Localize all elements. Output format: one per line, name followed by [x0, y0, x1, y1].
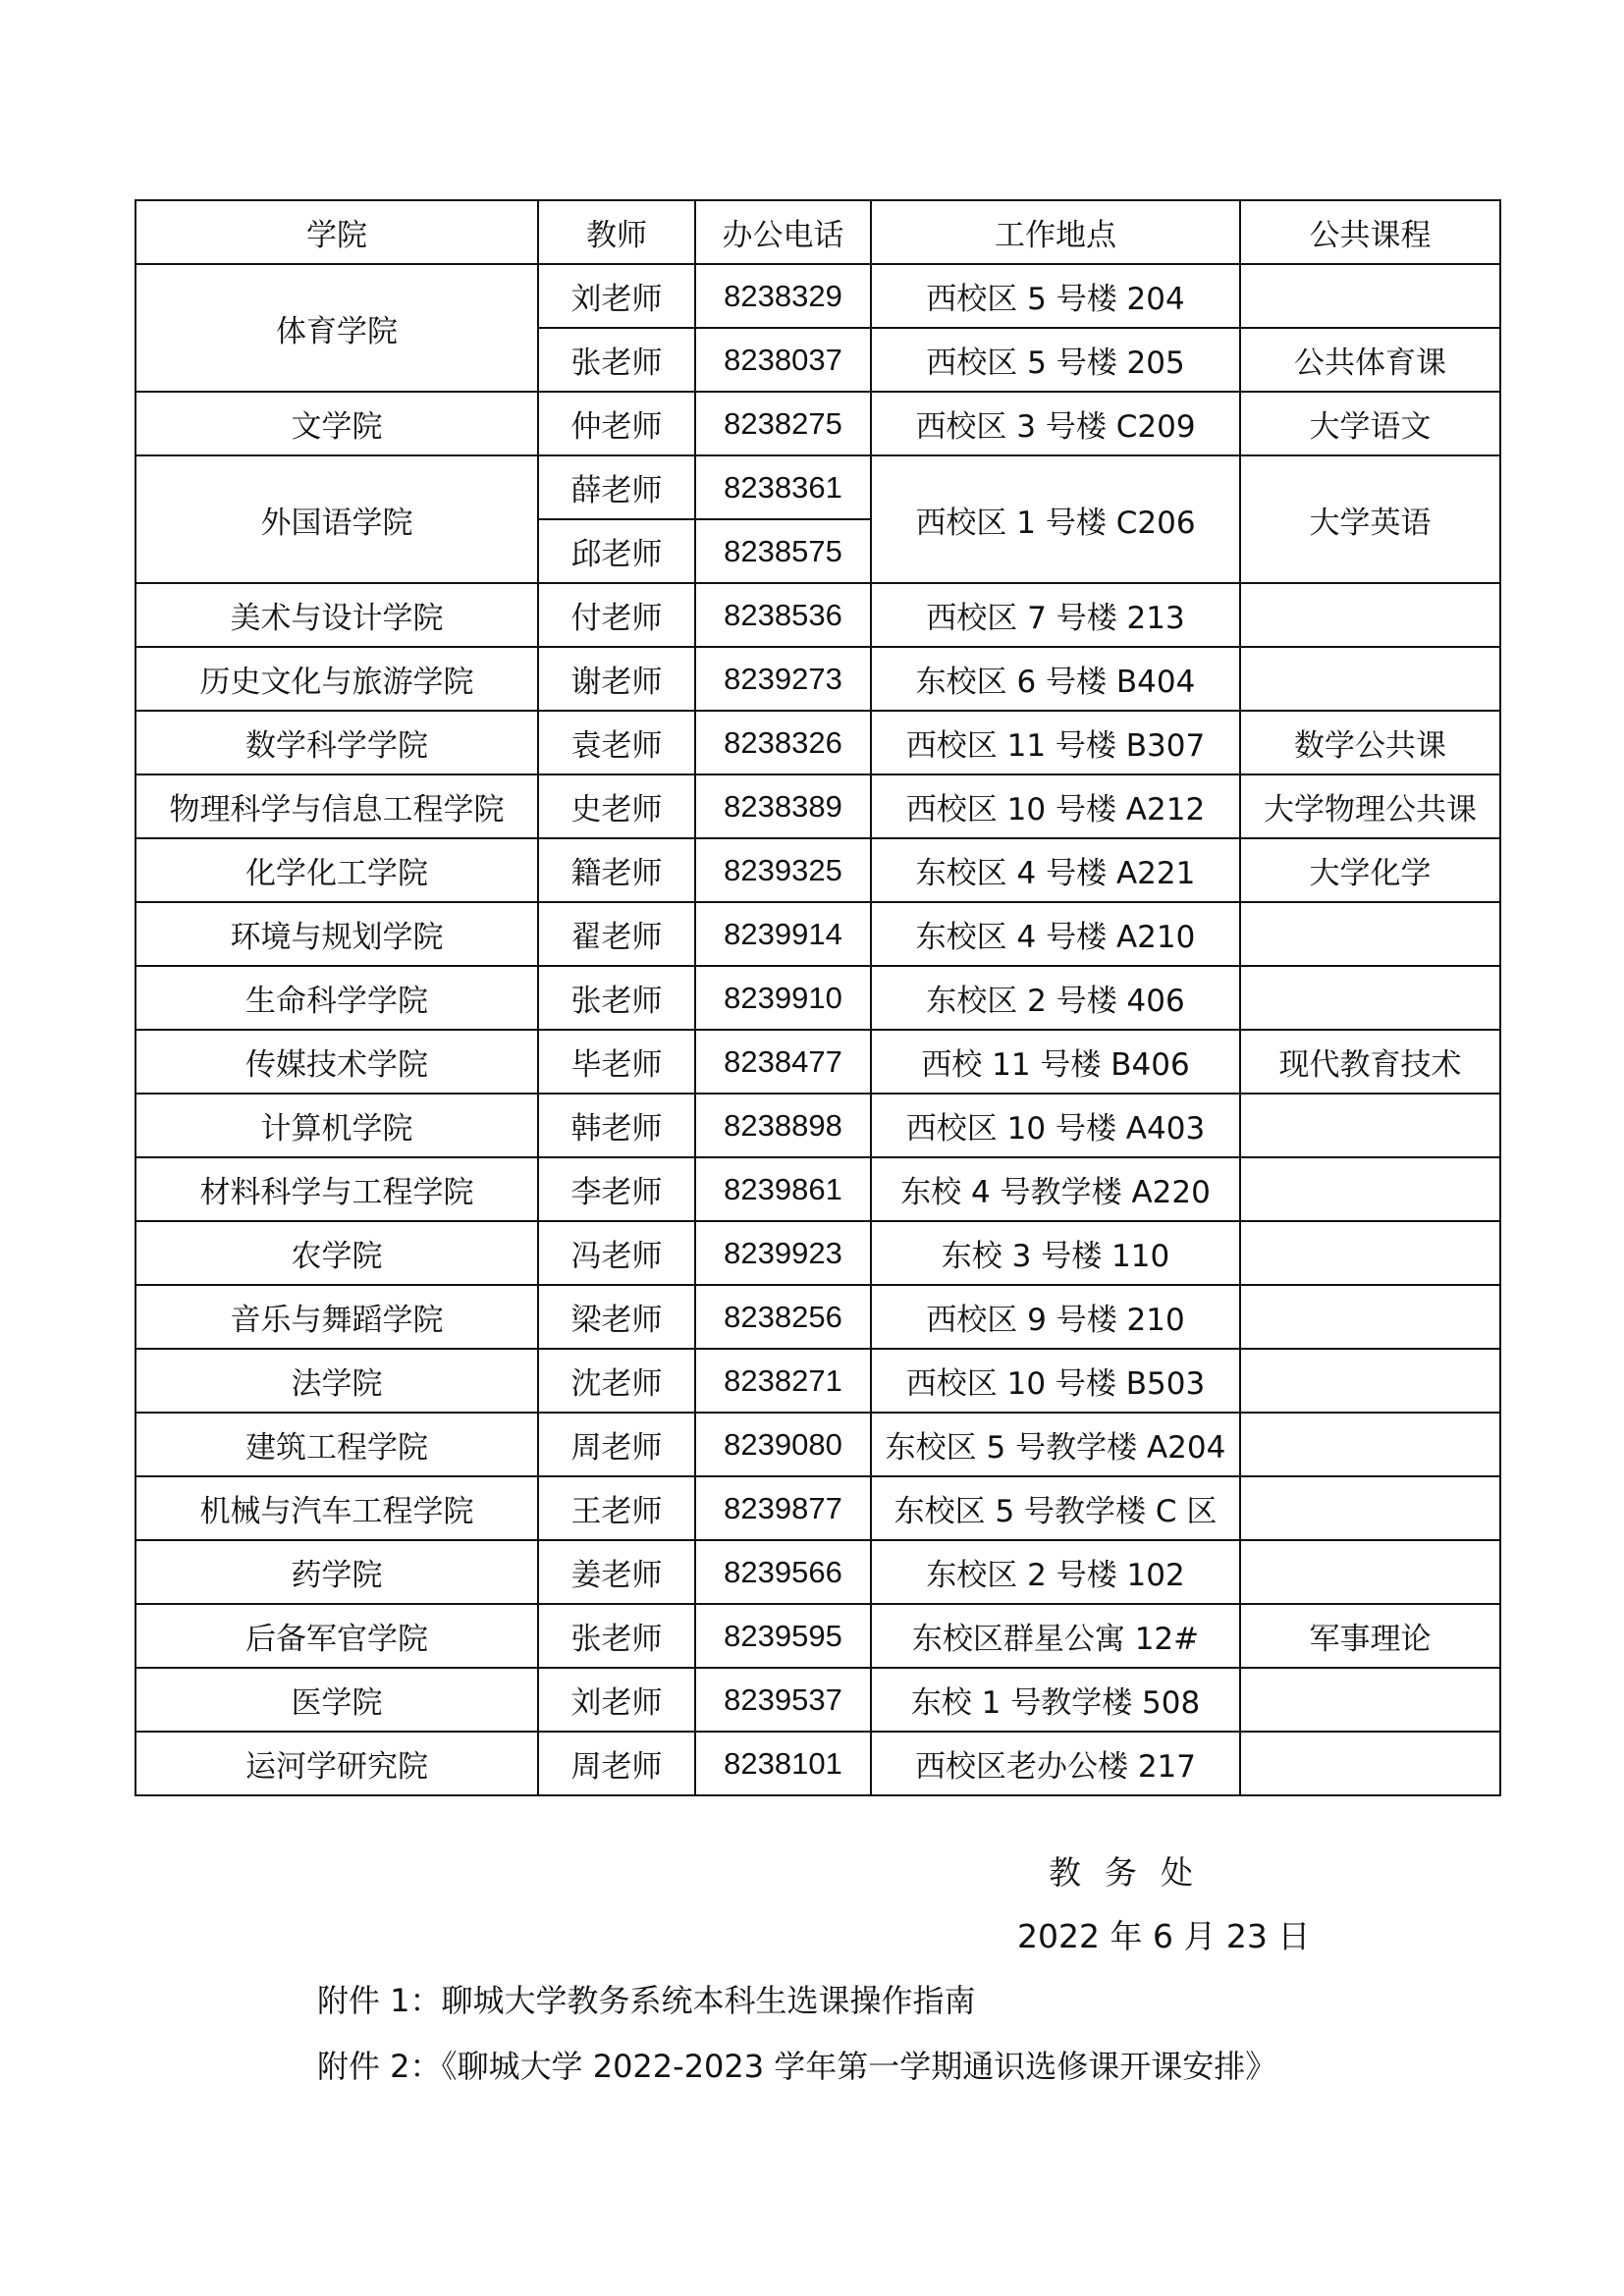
course-cell: 数学公共课 — [1240, 711, 1500, 774]
course-cell — [1240, 1157, 1500, 1221]
college-cell: 农学院 — [135, 1221, 538, 1285]
location-cell: 东校区 2 号楼 102 — [871, 1540, 1240, 1604]
contact-table — [135, 199, 1501, 1796]
college-cell: 化学化工学院 — [135, 838, 538, 902]
header-phone: 办公电话 — [695, 200, 871, 264]
location-cell: 西校区 10 号楼 A403 — [871, 1094, 1240, 1157]
table-row — [135, 1476, 1500, 1540]
phone-cell: 8239877 — [695, 1476, 871, 1540]
table-row — [135, 1157, 1500, 1221]
teacher-cell: 袁老师 — [538, 711, 695, 774]
location-cell: 西校区 10 号楼 A212 — [871, 774, 1240, 838]
phone-cell: 8239595 — [695, 1604, 871, 1668]
location-cell: 西校区 5 号楼 205 — [871, 328, 1240, 392]
teacher-cell: 张老师 — [538, 328, 695, 392]
location-cell: 西校区 5 号楼 204 — [871, 264, 1240, 328]
course-cell: 现代教育技术 — [1240, 1030, 1500, 1094]
phone-cell: 8239325 — [695, 838, 871, 902]
location-cell: 西校区 9 号楼 210 — [871, 1285, 1240, 1349]
phone-cell: 8239566 — [695, 1540, 871, 1604]
location-cell: 东校 1 号教学楼 508 — [871, 1668, 1240, 1732]
college-cell: 计算机学院 — [135, 1094, 538, 1157]
college-cell: 文学院 — [135, 392, 538, 455]
location-cell: 东校区 2 号楼 406 — [871, 966, 1240, 1030]
table-row — [135, 966, 1500, 1030]
phone-cell: 8238329 — [695, 264, 871, 328]
phone-cell: 8238271 — [695, 1349, 871, 1413]
phone-cell: 8238037 — [695, 328, 871, 392]
location-cell: 东校区 6 号楼 B404 — [871, 647, 1240, 711]
college-cell: 建筑工程学院 — [135, 1413, 538, 1476]
teacher-cell: 张老师 — [538, 1604, 695, 1668]
issuer-signature: 教务处 — [1049, 1853, 1217, 1892]
college-cell: 药学院 — [135, 1540, 538, 1604]
phone-cell: 8239273 — [695, 647, 871, 711]
location-cell: 东校区 5 号教学楼 C 区 — [871, 1476, 1240, 1540]
teacher-cell: 籍老师 — [538, 838, 695, 902]
phone-cell: 8238361 — [695, 455, 871, 519]
college-cell: 历史文化与旅游学院 — [135, 647, 538, 711]
college-cell: 体育学院 — [135, 264, 538, 392]
teacher-cell: 王老师 — [538, 1476, 695, 1540]
teacher-cell: 刘老师 — [538, 264, 695, 328]
location-cell: 东校 4 号教学楼 A220 — [871, 1157, 1240, 1221]
course-cell — [1240, 1221, 1500, 1285]
table-row — [135, 1668, 1500, 1732]
course-cell — [1240, 1349, 1500, 1413]
course-cell — [1240, 647, 1500, 711]
college-cell: 外国语学院 — [135, 455, 538, 583]
teacher-cell: 梁老师 — [538, 1285, 695, 1349]
phone-cell: 8238575 — [695, 519, 871, 583]
course-cell — [1240, 1094, 1500, 1157]
teacher-cell: 付老师 — [538, 583, 695, 647]
location-cell: 东校区 4 号楼 A210 — [871, 902, 1240, 966]
college-cell: 后备军官学院 — [135, 1604, 538, 1668]
phone-cell: 8239080 — [695, 1413, 871, 1476]
table-row — [135, 392, 1500, 455]
teacher-cell: 冯老师 — [538, 1221, 695, 1285]
college-cell: 环境与规划学院 — [135, 902, 538, 966]
course-cell: 军事理论 — [1240, 1604, 1500, 1668]
table-row — [135, 264, 1500, 328]
college-cell: 材料科学与工程学院 — [135, 1157, 538, 1221]
course-cell — [1240, 902, 1500, 966]
college-cell: 美术与设计学院 — [135, 583, 538, 647]
course-cell: 大学物理公共课 — [1240, 774, 1500, 838]
college-cell: 机械与汽车工程学院 — [135, 1476, 538, 1540]
location-cell: 东校 3 号楼 110 — [871, 1221, 1240, 1285]
table-row — [135, 1285, 1500, 1349]
phone-cell: 8238275 — [695, 392, 871, 455]
location-cell: 西校 11 号楼 B406 — [871, 1030, 1240, 1094]
phone-cell: 8238256 — [695, 1285, 871, 1349]
phone-cell: 8238326 — [695, 711, 871, 774]
location-cell: 西校区 7 号楼 213 — [871, 583, 1240, 647]
location-cell: 西校区 3 号楼 C209 — [871, 392, 1240, 455]
teacher-cell: 张老师 — [538, 966, 695, 1030]
location-cell: 西校区老办公楼 217 — [871, 1732, 1240, 1795]
course-cell: 大学化学 — [1240, 838, 1500, 902]
college-cell: 医学院 — [135, 1668, 538, 1732]
table-header-row — [135, 200, 1500, 264]
table-row — [135, 1413, 1500, 1476]
table-row — [135, 711, 1500, 774]
issue-date: 2022 年 6 月 23 日 — [1017, 1917, 1311, 1955]
header-location: 工作地点 — [871, 200, 1240, 264]
teacher-cell: 史老师 — [538, 774, 695, 838]
table-row — [135, 902, 1500, 966]
course-cell — [1240, 1476, 1500, 1540]
phone-cell: 8239861 — [695, 1157, 871, 1221]
course-cell — [1240, 1668, 1500, 1732]
teacher-cell: 邱老师 — [538, 519, 695, 583]
table-row — [135, 1030, 1500, 1094]
course-cell: 大学英语 — [1240, 455, 1500, 583]
location-cell: 东校区 4 号楼 A221 — [871, 838, 1240, 902]
course-cell — [1240, 1732, 1500, 1795]
attachment-1: 附件 1：聊城大学教务系统本科生选课操作指南 — [317, 1982, 976, 2019]
teacher-cell: 韩老师 — [538, 1094, 695, 1157]
phone-cell: 8239914 — [695, 902, 871, 966]
attachment-2: 附件 2：《聊城大学 2022-2023 学年第一学期通识选修课开课安排》 — [317, 2048, 1277, 2085]
teacher-cell: 周老师 — [538, 1732, 695, 1795]
location-cell: 东校区 5 号教学楼 A204 — [871, 1413, 1240, 1476]
table-row — [135, 647, 1500, 711]
table-row — [135, 1604, 1500, 1668]
phone-cell: 8239910 — [695, 966, 871, 1030]
teacher-cell: 谢老师 — [538, 647, 695, 711]
college-cell: 物理科学与信息工程学院 — [135, 774, 538, 838]
course-cell — [1240, 1285, 1500, 1349]
location-cell: 西校区 1 号楼 C206 — [871, 455, 1240, 583]
table-row — [135, 1221, 1500, 1285]
teacher-cell: 李老师 — [538, 1157, 695, 1221]
course-cell — [1240, 583, 1500, 647]
location-cell: 西校区 10 号楼 B503 — [871, 1349, 1240, 1413]
header-course: 公共课程 — [1240, 200, 1500, 264]
college-cell: 生命科学学院 — [135, 966, 538, 1030]
phone-cell: 8238898 — [695, 1094, 871, 1157]
course-cell — [1240, 1540, 1500, 1604]
teacher-cell: 翟老师 — [538, 902, 695, 966]
table-row — [135, 1094, 1500, 1157]
phone-cell: 8238389 — [695, 774, 871, 838]
phone-cell: 8239923 — [695, 1221, 871, 1285]
phone-cell: 8238101 — [695, 1732, 871, 1795]
location-cell: 东校区群星公寓 12# — [871, 1604, 1240, 1668]
table-row — [135, 583, 1500, 647]
course-cell — [1240, 1413, 1500, 1476]
college-cell: 法学院 — [135, 1349, 538, 1413]
college-cell: 运河学研究院 — [135, 1732, 538, 1795]
table-row — [135, 774, 1500, 838]
teacher-cell: 薛老师 — [538, 455, 695, 519]
table-row — [135, 1732, 1500, 1795]
table-row — [135, 455, 1500, 519]
college-cell: 传媒技术学院 — [135, 1030, 538, 1094]
course-cell — [1240, 264, 1500, 328]
table-row — [135, 1349, 1500, 1413]
course-cell — [1240, 966, 1500, 1030]
table-row — [135, 838, 1500, 902]
teacher-cell: 毕老师 — [538, 1030, 695, 1094]
table-row — [135, 1540, 1500, 1604]
teacher-cell: 仲老师 — [538, 392, 695, 455]
location-cell: 西校区 11 号楼 B307 — [871, 711, 1240, 774]
teacher-cell: 周老师 — [538, 1413, 695, 1476]
teacher-cell: 沈老师 — [538, 1349, 695, 1413]
teacher-cell: 姜老师 — [538, 1540, 695, 1604]
header-college: 学院 — [135, 200, 538, 264]
college-cell: 数学科学学院 — [135, 711, 538, 774]
college-cell: 音乐与舞蹈学院 — [135, 1285, 538, 1349]
phone-cell: 8238536 — [695, 583, 871, 647]
header-teacher: 教师 — [538, 200, 695, 264]
teacher-cell: 刘老师 — [538, 1668, 695, 1732]
course-cell: 大学语文 — [1240, 392, 1500, 455]
course-cell: 公共体育课 — [1240, 328, 1500, 392]
phone-cell: 8239537 — [695, 1668, 871, 1732]
phone-cell: 8238477 — [695, 1030, 871, 1094]
